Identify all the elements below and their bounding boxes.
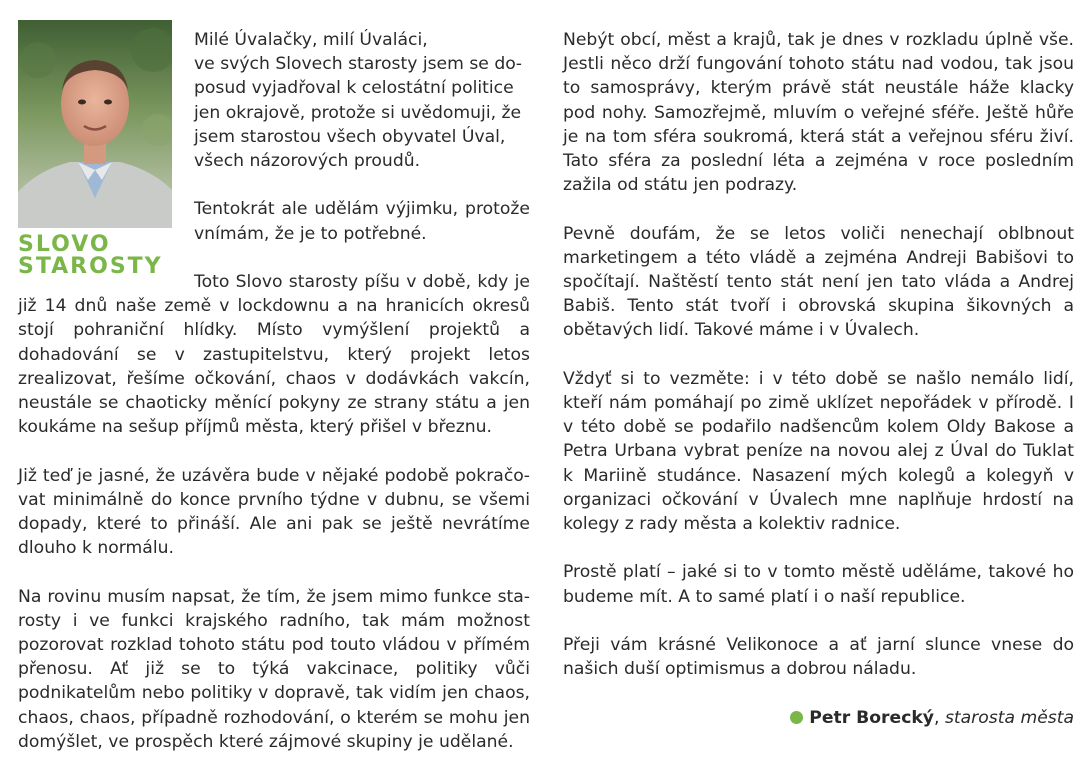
- author-signature: [563, 706, 1074, 730]
- column-label-slovo-starosty: [18, 234, 172, 278]
- paragraph-exception: Tentokrát ale udělám výjimku, protože vnímám, že je to potřebné.: [194, 199, 530, 244]
- mayor-portrait-photo: [18, 20, 172, 228]
- article-left-column: [18, 28, 530, 778]
- paragraph-republic: Prostě platí – jaké si to v tomto městě uděláme, takové ho budeme mít. A to samé platí i o naší republice.: [563, 562, 1074, 607]
- author-role: starosta města: [944, 707, 1074, 728]
- intro-text: ve svých Slovech starosty jsem se doposud vyjadřoval k celostátní politice jen okrajově, protože si uvědomuji, že jsem starostou všech obyvatel Úval, všech názorových proudů.: [194, 54, 522, 172]
- portrait-illustration: [18, 20, 172, 228]
- paragraph-volunteers: Vždyť si to vezměte: i v této době se našlo nemálo lidí, kteří nám pomáhají po zimě uklízet nepořádek v přírodě. I v této době se podařilo nadšencům kolem Oldy Bakose a Petra Urbana vybrat peníze na novou alej z Úval do Tuklat k Mariině studánce. Nasazení mých kolegů a kolegyň v organizaci očkování v Úvalech mne naplňuje hrdostí na kolegy z rady města a kolektiv radnice.: [563, 368, 1074, 535]
- green-dot-icon: [790, 711, 803, 724]
- paragraph-easter-wishes: Přeji vám krásné Velikonoce a ať jarní slunce vnese do našich duší optimismus a dobrou náladu.: [563, 635, 1074, 680]
- article-right-column: [563, 28, 1074, 730]
- signature-separator: ,: [934, 707, 945, 728]
- author-name: Petr Borecký: [809, 707, 935, 728]
- paragraph-closure: Již teď je jasné, že uzávěra bude v nějaké podobě pokračovat minimálně do konce prvního týdne v dubnu, se všemi dopady, které to přináší. Ale ani pak se ještě nevrátíme dlouho k normálu.: [18, 465, 530, 559]
- paragraph-state-decay: Na rovinu musím napsat, že tím, že jsem mimo funkce starosty i ve funkci krajského radního, tak mám možnost pozorovat rozklad tohoto státu pod touto vládou v přímém přenosu. Ať již se to týká vakcinace, politiky vůči podnikatelům nebo politiky v dopravě, tak vidím jen chaos, chaos, chaos, případně rozhodování, o kterém se mohu jen domýšlet, ve prospěch které zájmové skupiny je udělané.: [18, 586, 530, 752]
- column-label-line2: STAROSTY: [18, 254, 163, 279]
- column-label-line1: SLOVO: [18, 232, 111, 257]
- paragraph-lockdown: Toto Slovo starosty píšu v době, kdy je již 14 dnů naše země v lockdownu a na hranicích okresů stojí pohraniční hlídky. Místo vymýšlení projektů a dohadování se v zastupitelstvu, který projekt letos zrealizovat, řešíme očkování, chaos v dodávkách vakcín, neustále se chaoticky měnící pokyny ze strany státu a jen koukáme na sešup příjmů města, který přišel v březnu.: [18, 272, 530, 438]
- paragraph-voters: Pevně doufám, že se letos voliči nenechají oblbnout marketingem a této vládě a zejména Andreji Babišovi to spočítají. Naštěstí tento stát není jen tato vláda a Andrej Babiš. Tento stát tvoří i obrovská skupina šikovných a obětavých lidí. Takové máme i v Úvalech.: [563, 223, 1074, 341]
- greeting-text: Milé Úvalačky, milí Úvaláci,: [194, 30, 428, 50]
- paragraph-municipalities: Nebýt obcí, měst a krajů, tak je dnes v rozkladu úplně vše. Jestli něco drží fungování tohoto státu nad vodou, tak jsou to samosprávy, kterým právě stát neustále háže klacky pod nohy. Samozřejmě, mluvím o veřejné sféře. Ještě hůře je na tom sféra soukromá, která stát a veřejnou sféru živí. Tato sféra za poslední léta a zejména v roce posledním zažila od státu jen podrazy.: [563, 30, 1074, 196]
